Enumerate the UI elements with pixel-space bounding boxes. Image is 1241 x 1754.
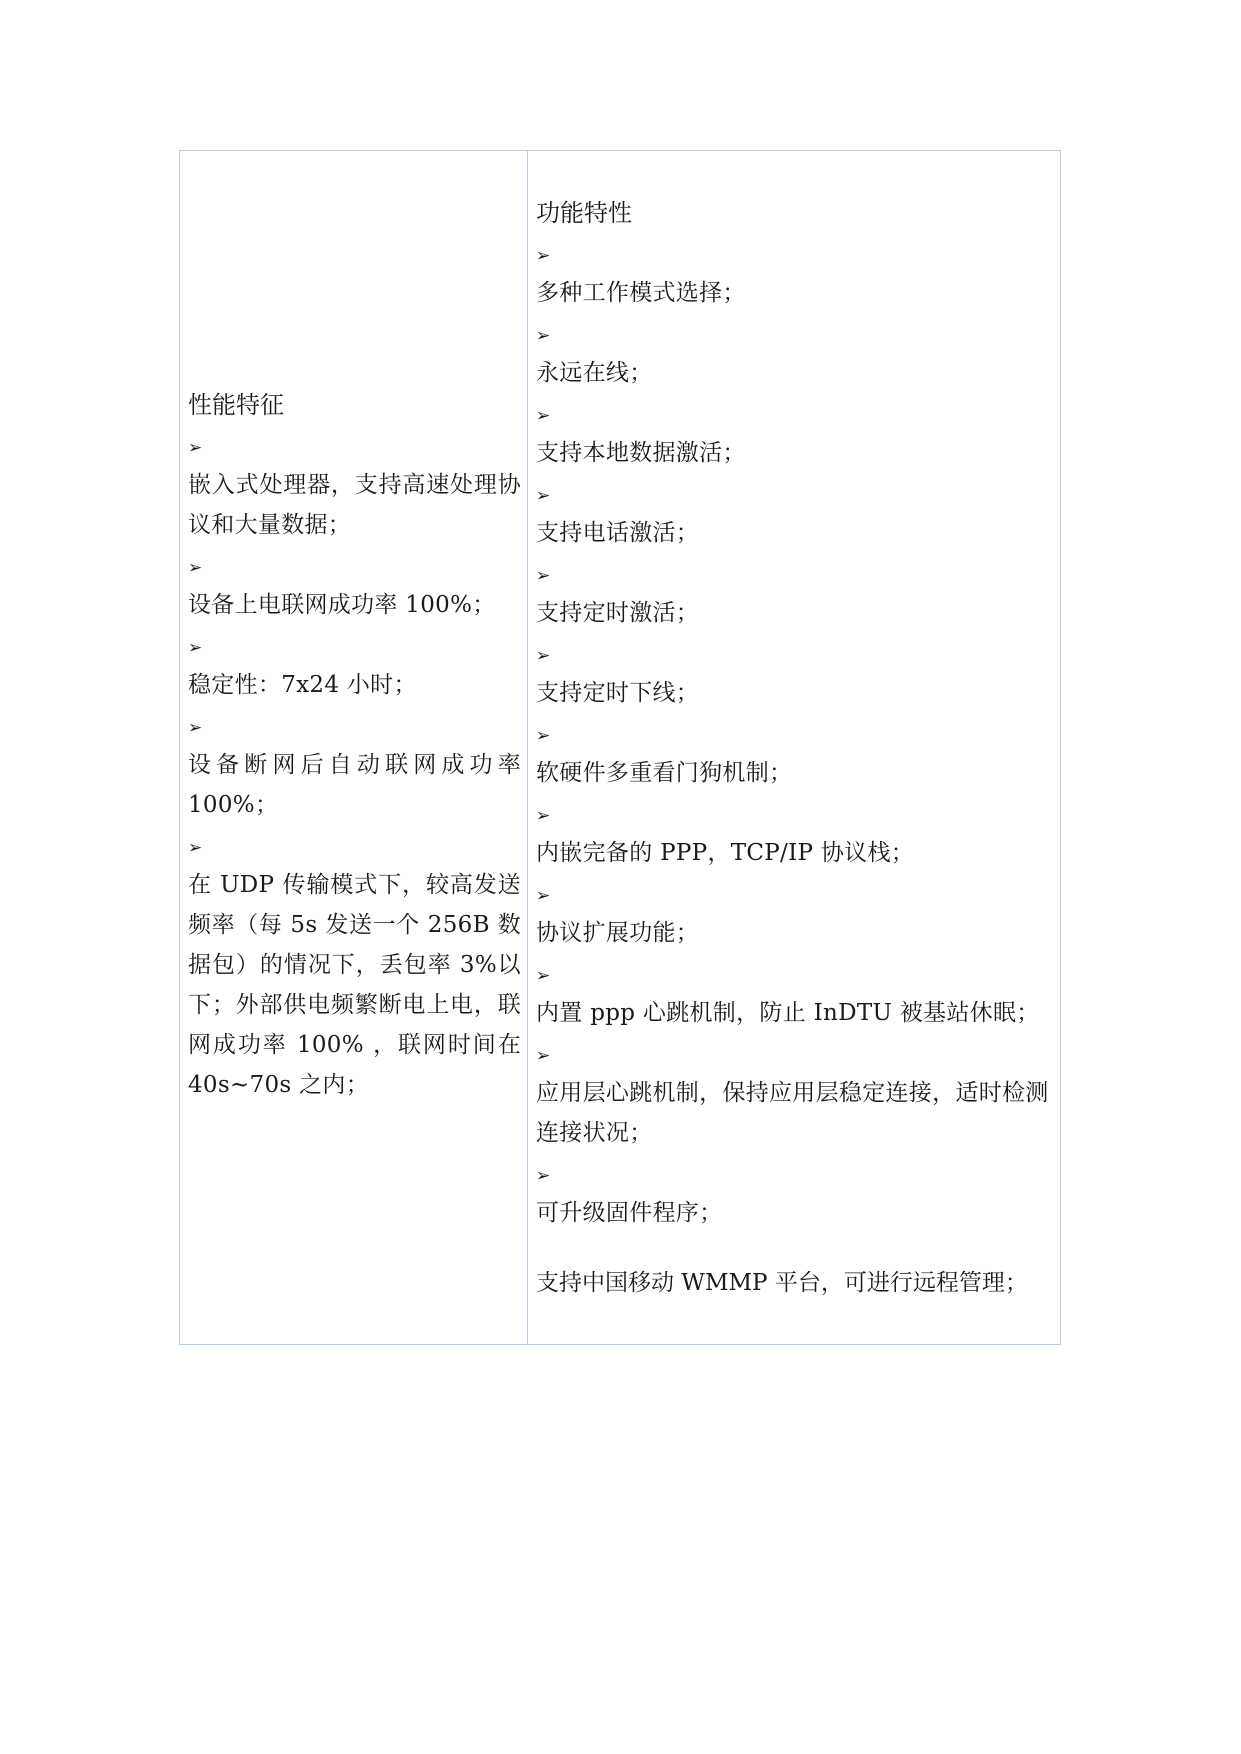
performance-heading: 性能特征: [188, 390, 284, 419]
feature-item-text: 可升级固件程序；: [536, 1199, 723, 1226]
performance-item-text: 设备断网后自动联网成功率 100%；: [188, 751, 521, 818]
feature-item: [536, 239, 1054, 313]
arrow-bullet-icon: ➢: [536, 725, 551, 746]
feature-item-text: 支持电话激活；: [536, 519, 700, 546]
features-column: [528, 151, 1060, 1344]
feature-item: [536, 959, 1054, 1033]
feature-item: [536, 639, 1054, 713]
arrow-bullet-icon: ➢: [188, 557, 203, 578]
performance-item: [188, 831, 521, 1105]
arrow-bullet-icon: ➢: [536, 805, 551, 826]
performance-item: [188, 551, 521, 625]
arrow-bullet-icon: ➢: [188, 637, 203, 658]
arrow-bullet-icon: ➢: [536, 245, 551, 266]
arrow-bullet-icon: ➢: [536, 645, 551, 666]
performance-column: [180, 151, 528, 1344]
feature-item-text: 内置 ppp 心跳机制，防止 InDTU 被基站休眠；: [536, 999, 1040, 1026]
feature-item: [536, 399, 1054, 473]
arrow-bullet-icon: ➢: [188, 837, 203, 858]
arrow-bullet-icon: ➢: [536, 485, 551, 506]
feature-item: [536, 879, 1054, 953]
feature-item-text: 支持本地数据激活；: [536, 439, 746, 466]
arrow-bullet-icon: ➢: [536, 885, 551, 906]
arrow-bullet-icon: ➢: [536, 565, 551, 586]
arrow-bullet-icon: ➢: [188, 437, 203, 458]
performance-item: [188, 631, 521, 705]
performance-item-text: 设备上电联网成功率 100%；: [188, 591, 496, 618]
feature-item-text: 永远在线；: [536, 359, 653, 386]
arrow-bullet-icon: ➢: [536, 325, 551, 346]
feature-item-text: 软硬件多重看门狗机制；: [536, 759, 793, 786]
feature-item-text: 支持定时激活；: [536, 599, 700, 626]
feature-item: [536, 479, 1054, 553]
performance-item: [188, 431, 521, 545]
performance-item-text: 嵌入式处理器，支持高速处理协议和大量数据；: [188, 471, 521, 538]
arrow-bullet-icon: ➢: [536, 405, 551, 426]
feature-item-text: 应用层心跳机制，保持应用层稳定连接，适时检测连接状况；: [536, 1079, 1049, 1146]
feature-item: [536, 559, 1054, 633]
feature-item-text: 协议扩展功能；: [536, 919, 700, 946]
arrow-bullet-icon: ➢: [188, 717, 203, 738]
feature-item: [536, 1159, 1054, 1233]
performance-item: [188, 711, 521, 825]
feature-item: [536, 1039, 1054, 1153]
performance-item-text: 稳定性：7x24 小时；: [188, 671, 417, 698]
feature-item-text: 内嵌完备的 PPP，TCP/IP 协议栈；: [536, 839, 915, 866]
feature-item-text: 多种工作模式选择；: [536, 279, 746, 306]
feature-item: [536, 799, 1054, 873]
feature-item-text: 支持定时下线；: [536, 679, 700, 706]
feature-item: [536, 719, 1054, 793]
performance-item-text: 在 UDP 传输模式下，较高发送频率（每 5s 发送一个 256B 数据包）的情况下，丢包率 3%以下；外部供电频繁断电上电，联网成功率 100% ，联网时间在 40s~70s 之内；: [188, 871, 521, 1098]
feature-item: [536, 319, 1054, 393]
arrow-bullet-icon: ➢: [536, 965, 551, 986]
feature-item-text: 支持中国移动 WMMP 平台，可进行远程管理；: [536, 1269, 1028, 1296]
spec-table: [179, 150, 1061, 1345]
arrow-bullet-icon: ➢: [536, 1165, 551, 1186]
features-heading: 功能特性: [536, 198, 632, 227]
arrow-bullet-icon: ➢: [536, 1045, 551, 1066]
